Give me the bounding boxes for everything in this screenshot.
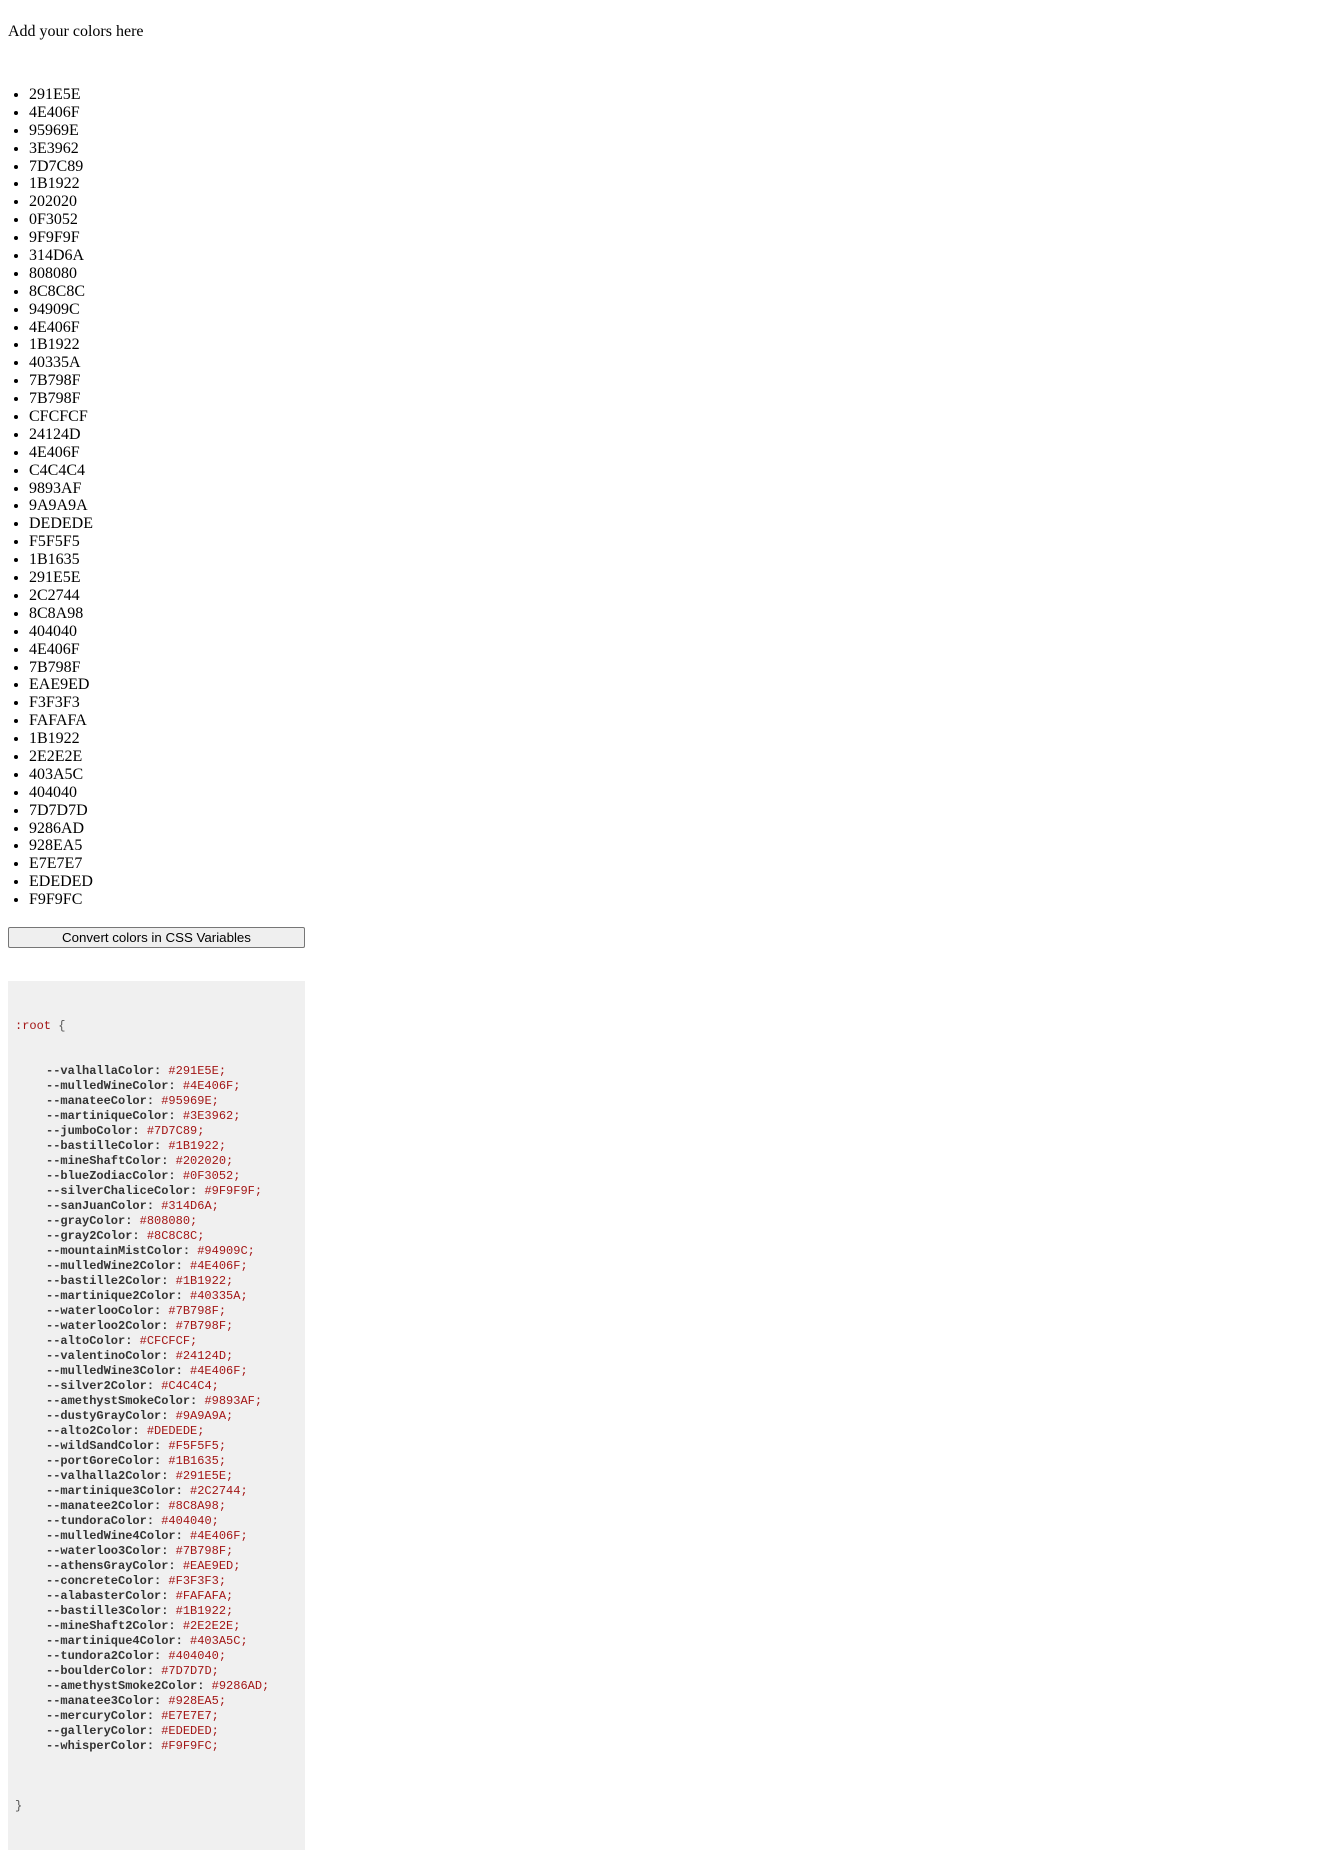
css-variable-name: --bastille3Color:	[46, 1603, 169, 1618]
css-variable-line	[15, 1709, 298, 1724]
css-variable-value: #C4C4C4;	[161, 1378, 219, 1393]
css-variable-value: #8C8A98;	[168, 1498, 227, 1513]
css-variable-value: #EAE9ED;	[182, 1558, 241, 1573]
css-variable-name: --martinique3Color:	[46, 1483, 183, 1498]
css-variable-name: --manatee3Color:	[46, 1693, 162, 1708]
css-variable-line	[15, 1199, 298, 1214]
css-variable-line	[15, 1244, 298, 1259]
css-variable-line	[15, 1184, 298, 1199]
color-list-item: • 291E5E	[29, 86, 305, 104]
css-variable-line	[15, 1694, 298, 1709]
css-variable-line	[15, 1409, 298, 1424]
css-variable-name: --galleryColor:	[46, 1723, 155, 1738]
css-variable-value: #2E2E2E;	[182, 1618, 241, 1633]
color-list-item: • 9286AD	[29, 820, 305, 838]
color-list-item: • CFCFCF	[29, 408, 305, 426]
css-variable-value: #9286AD;	[211, 1678, 270, 1693]
css-variable-name: --waterloo2Color:	[46, 1318, 169, 1333]
color-list-item: • EAE9ED	[29, 676, 305, 694]
color-list-item: • 928EA5	[29, 837, 305, 855]
color-list-item: • FAFAFA	[29, 712, 305, 730]
css-variable-value: #3E3962;	[182, 1108, 241, 1123]
css-variable-value: #9893AF;	[204, 1393, 263, 1408]
css-variable-line	[15, 1289, 298, 1304]
css-variable-name: --jumboColor:	[46, 1123, 140, 1138]
css-variable-line	[15, 1724, 298, 1739]
css-variable-name: --blueZodiacColor:	[46, 1168, 176, 1183]
css-variable-name: --dustyGrayColor:	[46, 1408, 169, 1423]
css-variable-value: #1B1922;	[168, 1138, 227, 1153]
css-variable-value: #202020;	[175, 1153, 234, 1168]
color-list	[8, 86, 305, 909]
color-list-item: • F3F3F3	[29, 694, 305, 712]
css-variable-name: --altoColor:	[46, 1333, 133, 1348]
css-variable-value: #95969E;	[161, 1093, 219, 1108]
css-variable-value: #2C2744;	[190, 1483, 248, 1498]
css-variable-name: --manatee2Color:	[46, 1498, 162, 1513]
css-variable-name: --silverChaliceColor:	[46, 1183, 198, 1198]
color-list-item: • 40335A	[29, 354, 305, 372]
css-variable-line	[15, 1319, 298, 1334]
css-selector: :root	[15, 1018, 52, 1033]
color-list-item: • 95969E	[29, 122, 305, 140]
color-list-item: • 291E5E	[29, 569, 305, 587]
css-variable-line	[15, 1364, 298, 1379]
css-variable-name: --mineShaftColor:	[46, 1153, 169, 1168]
color-list-item: • 7D7C89	[29, 158, 305, 176]
css-variable-value: #808080;	[139, 1213, 198, 1228]
css-variable-value: #314D6A;	[161, 1198, 219, 1213]
css-variable-line	[15, 1559, 298, 1574]
css-variable-line	[15, 1394, 298, 1409]
css-variable-name: --whisperColor:	[46, 1738, 155, 1753]
css-variable-line	[15, 1469, 298, 1484]
color-list-item: • 1B1922	[29, 336, 305, 354]
css-variable-name: --mountainMistColor:	[46, 1243, 191, 1258]
css-variable-value: #EDEDED;	[161, 1723, 219, 1738]
css-variable-line	[15, 1649, 298, 1664]
css-variable-name: --waterloo3Color:	[46, 1543, 169, 1558]
color-list-item: • 7D7D7D	[29, 802, 305, 820]
css-variable-line	[15, 1094, 298, 1109]
css-variable-name: --martinique4Color:	[46, 1633, 183, 1648]
css-variable-line	[15, 1259, 298, 1274]
css-variable-value: #94909C;	[197, 1243, 255, 1258]
css-variable-value: #9F9F9F;	[204, 1183, 263, 1198]
css-variable-name: --silver2Color:	[46, 1378, 155, 1393]
page-content	[8, 0, 305, 1850]
css-variable-value: #CFCFCF;	[139, 1333, 198, 1348]
color-list-item: • 314D6A	[29, 247, 305, 265]
css-variable-value: #7B798F;	[168, 1303, 227, 1318]
css-variable-name: --concreteColor:	[46, 1573, 162, 1588]
css-open-brace: {	[58, 1018, 66, 1033]
css-variable-line	[15, 1304, 298, 1319]
css-variable-name: --amethystSmoke2Color:	[46, 1678, 205, 1693]
css-variable-name: --tundora2Color:	[46, 1648, 162, 1663]
css-variable-line	[15, 1739, 298, 1754]
css-variable-line	[15, 1169, 298, 1184]
css-variable-value: #404040;	[168, 1648, 227, 1663]
css-variable-name: --portGoreColor:	[46, 1453, 162, 1468]
css-variable-name: --mulledWine4Color:	[46, 1528, 183, 1543]
css-variable-name: --bastilleColor:	[46, 1138, 162, 1153]
css-variable-line	[15, 1154, 298, 1169]
css-variable-line	[15, 1574, 298, 1589]
css-variable-name: --martiniqueColor:	[46, 1108, 176, 1123]
css-variable-value: #7B798F;	[175, 1543, 234, 1558]
css-variable-name: --valhallaColor:	[46, 1063, 162, 1078]
css-variable-name: --valentinoColor:	[46, 1348, 169, 1363]
css-variable-value: #F9F9FC;	[161, 1738, 219, 1753]
css-variable-line	[15, 1109, 298, 1124]
css-variable-line	[15, 1124, 298, 1139]
css-variable-value: #4E406F;	[182, 1078, 241, 1093]
color-list-item: • E7E7E7	[29, 855, 305, 873]
css-variable-name: --mulledWine2Color:	[46, 1258, 183, 1273]
color-list-item: • DEDEDE	[29, 515, 305, 533]
color-list-item: • 9F9F9F	[29, 229, 305, 247]
css-variable-line	[15, 1544, 298, 1559]
css-variable-line	[15, 1454, 298, 1469]
css-variable-line	[15, 1499, 298, 1514]
color-list-item: • 202020	[29, 193, 305, 211]
css-variable-name: --manateeColor:	[46, 1093, 155, 1108]
css-variable-line	[15, 1079, 298, 1094]
color-list-item: • 808080	[29, 265, 305, 283]
color-list-item: • 7B798F	[29, 390, 305, 408]
css-variable-name: --athensGrayColor:	[46, 1558, 176, 1573]
css-variable-value: #DEDEDE;	[146, 1423, 205, 1438]
css-variable-value: #F5F5F5;	[168, 1438, 227, 1453]
css-variable-value: #F3F3F3;	[168, 1573, 227, 1588]
css-variable-name: --mulledWineColor:	[46, 1078, 176, 1093]
color-list-item: • 24124D	[29, 426, 305, 444]
color-list-item: • 404040	[29, 623, 305, 641]
css-variable-line	[15, 1349, 298, 1364]
css-variable-name: --mercuryColor:	[46, 1708, 155, 1723]
css-variable-name: --waterlooColor:	[46, 1303, 162, 1318]
css-variable-value: #7D7D7D;	[161, 1663, 219, 1678]
color-list-item: • 7B798F	[29, 659, 305, 677]
css-variable-line	[15, 1229, 298, 1244]
color-list-item: • 1B1922	[29, 175, 305, 193]
css-variable-name: --valhalla2Color:	[46, 1468, 169, 1483]
color-list-item: • 1B1922	[29, 730, 305, 748]
css-variable-line	[15, 1484, 298, 1499]
css-variable-line	[15, 1604, 298, 1619]
css-variable-list	[15, 1064, 298, 1754]
color-list-item: • 4E406F	[29, 641, 305, 659]
color-list-item: • 7B798F	[29, 372, 305, 390]
color-list-item: • 8C8A98	[29, 605, 305, 623]
css-variable-line	[15, 1214, 298, 1229]
css-variable-value: #291E5E;	[168, 1063, 227, 1078]
css-close-brace: }	[15, 1798, 23, 1813]
css-variable-line	[15, 1679, 298, 1694]
color-list-item: • 9893AF	[29, 480, 305, 498]
css-variable-value: #0F3052;	[182, 1168, 241, 1183]
css-output-block	[8, 981, 305, 1850]
css-variable-line	[15, 1064, 298, 1079]
css-variable-value: #24124D;	[175, 1348, 234, 1363]
css-variable-line	[15, 1379, 298, 1394]
css-variable-line	[15, 1274, 298, 1289]
css-variable-name: --alto2Color:	[46, 1423, 140, 1438]
color-list-item: • 2C2744	[29, 587, 305, 605]
css-variable-value: #8C8C8C;	[146, 1228, 205, 1243]
color-list-item: • F9F9FC	[29, 891, 305, 909]
css-variable-value: #403A5C;	[190, 1633, 248, 1648]
css-variable-value: #928EA5;	[168, 1693, 227, 1708]
css-variable-line	[15, 1439, 298, 1454]
color-list-item: • 1B1635	[29, 551, 305, 569]
color-list-item: • F5F5F5	[29, 533, 305, 551]
color-list-item: • 94909C	[29, 301, 305, 319]
css-variable-value: #7D7C89;	[146, 1123, 205, 1138]
color-list-item: • 4E406F	[29, 319, 305, 337]
css-variable-value: #40335A;	[190, 1288, 248, 1303]
color-list-item: • 9A9A9A	[29, 497, 305, 515]
css-variable-name: --tundoraColor:	[46, 1513, 155, 1528]
css-variable-name: --boulderColor:	[46, 1663, 155, 1678]
css-variable-line	[15, 1529, 298, 1544]
css-variable-name: --mineShaft2Color:	[46, 1618, 176, 1633]
css-variable-name: --amethystSmokeColor:	[46, 1393, 198, 1408]
css-variable-name: --grayColor:	[46, 1213, 133, 1228]
css-variable-line	[15, 1634, 298, 1649]
color-list-item: • 3E3962	[29, 140, 305, 158]
intro-text: Add your colors here	[8, 23, 144, 40]
css-variable-name: --mulledWine3Color:	[46, 1363, 183, 1378]
color-list-item: • 8C8C8C	[29, 283, 305, 301]
css-variable-line	[15, 1334, 298, 1349]
css-variable-line	[15, 1664, 298, 1679]
css-variable-name: --gray2Color:	[46, 1228, 140, 1243]
css-variable-value: #404040;	[161, 1513, 219, 1528]
css-variable-value: #1B1922;	[175, 1273, 234, 1288]
css-variable-name: --alabasterColor:	[46, 1588, 169, 1603]
css-variable-value: #E7E7E7;	[161, 1708, 219, 1723]
css-variable-line	[15, 1424, 298, 1439]
css-variable-name: --wildSandColor:	[46, 1438, 162, 1453]
css-variable-value: #9A9A9A;	[175, 1408, 234, 1423]
css-variable-line	[15, 1619, 298, 1634]
convert-colors-button[interactable]: Convert colors in CSS Variables	[8, 927, 305, 948]
color-list-item: • 4E406F	[29, 104, 305, 122]
css-variable-name: --bastille2Color:	[46, 1273, 169, 1288]
css-variable-name: --sanJuanColor:	[46, 1198, 155, 1213]
css-variable-value: #1B1635;	[168, 1453, 227, 1468]
css-variable-value: #1B1922;	[175, 1603, 234, 1618]
css-variable-line	[15, 1514, 298, 1529]
css-variable-value: #4E406F;	[190, 1363, 248, 1378]
color-list-item: • EDEDED	[29, 873, 305, 891]
css-variable-value: #FAFAFA;	[175, 1588, 234, 1603]
color-list-item: • 2E2E2E	[29, 748, 305, 766]
css-variable-value: #4E406F;	[190, 1258, 248, 1273]
color-list-item: • C4C4C4	[29, 462, 305, 480]
css-variable-value: #7B798F;	[175, 1318, 234, 1333]
css-root-line	[15, 1019, 298, 1034]
css-variable-name: --martinique2Color:	[46, 1288, 183, 1303]
color-list-item: • 4E406F	[29, 444, 305, 462]
css-variable-line	[15, 1139, 298, 1154]
color-list-item: • 403A5C	[29, 766, 305, 784]
color-list-item: • 404040	[29, 784, 305, 802]
css-variable-value: #4E406F;	[190, 1528, 248, 1543]
css-variable-line	[15, 1589, 298, 1604]
color-list-item: • 0F3052	[29, 211, 305, 229]
css-variable-value: #291E5E;	[175, 1468, 234, 1483]
